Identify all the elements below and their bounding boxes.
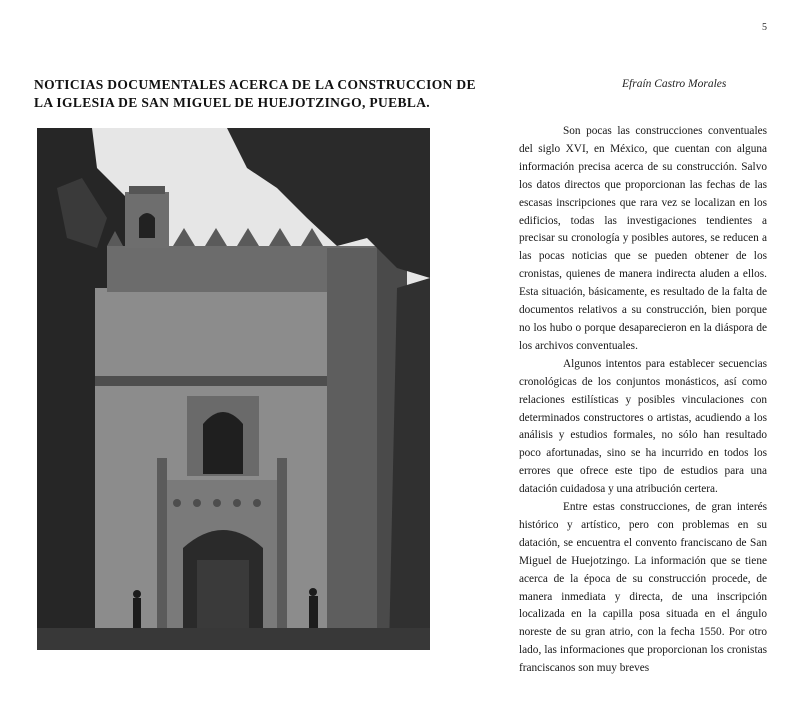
body-paragraph-2: Algunos intentos para establecer secuencias cronológicas de los conjuntos monásticos, así como relaciones estilísticas y posibles vinculaciones con determinados constructores o artistas, acudiendo a los análisis y estudios formales, no sólo han resultado poco afortunadas, sino se ha incurrido en todos los errores que ofrece este tipo de estudios para una datación cuidadosa y una atribución certera.: [519, 357, 767, 496]
church-photo-illustration: [37, 128, 430, 650]
page-number: 5: [762, 22, 767, 33]
author-name: Efraín Castro Morales: [622, 78, 727, 90]
church-photo: [37, 128, 430, 650]
body-paragraph-1: Son pocas las construcciones conventuales del siglo XVI, en México, que cuentan con alguna información precisa acerca de su construcción. Salvo los datos directos que proporcionan las fechas de las escasas inscripciones que rara vez se localizan en los edificios, todas las investigaciones tendientes a precisar su cronología y posibles autores, se reducen a las pocas noticias que se pueden obtener de los cronistas, quienes de manera indirecta aluden a ellos. Esta situación, básicamente, es resultado de la falta de documentos relativos a su construcción, bien porque no los hubo o porque desaparecieron en la diáspora de los archivos conventuales.: [519, 125, 767, 352]
article-body: [519, 123, 767, 678]
article-title: NOTICIAS DOCUMENTALES ACERCA DE LA CONSTRUCCION DE LA IGLESIA DE SAN MIGUEL DE HUEJOTZINGO, PUEBLA.: [34, 77, 476, 110]
body-paragraph-3: Entre estas construcciones, de gran interés histórico y artístico, pero con problemas en su datación, se encuentra el convento franciscano de San Miguel de Huejotzingo. La información que se tiene acerca de la época de su construcción procede, de manera inmediata y directa, de una inscripción localizada en la capilla posa situada en el ángulo noreste de su gran atrio, con la fecha 1550. Por otro lado, las informaciones que proporcionan los cronistas franciscanos son muy breves: [519, 501, 767, 675]
